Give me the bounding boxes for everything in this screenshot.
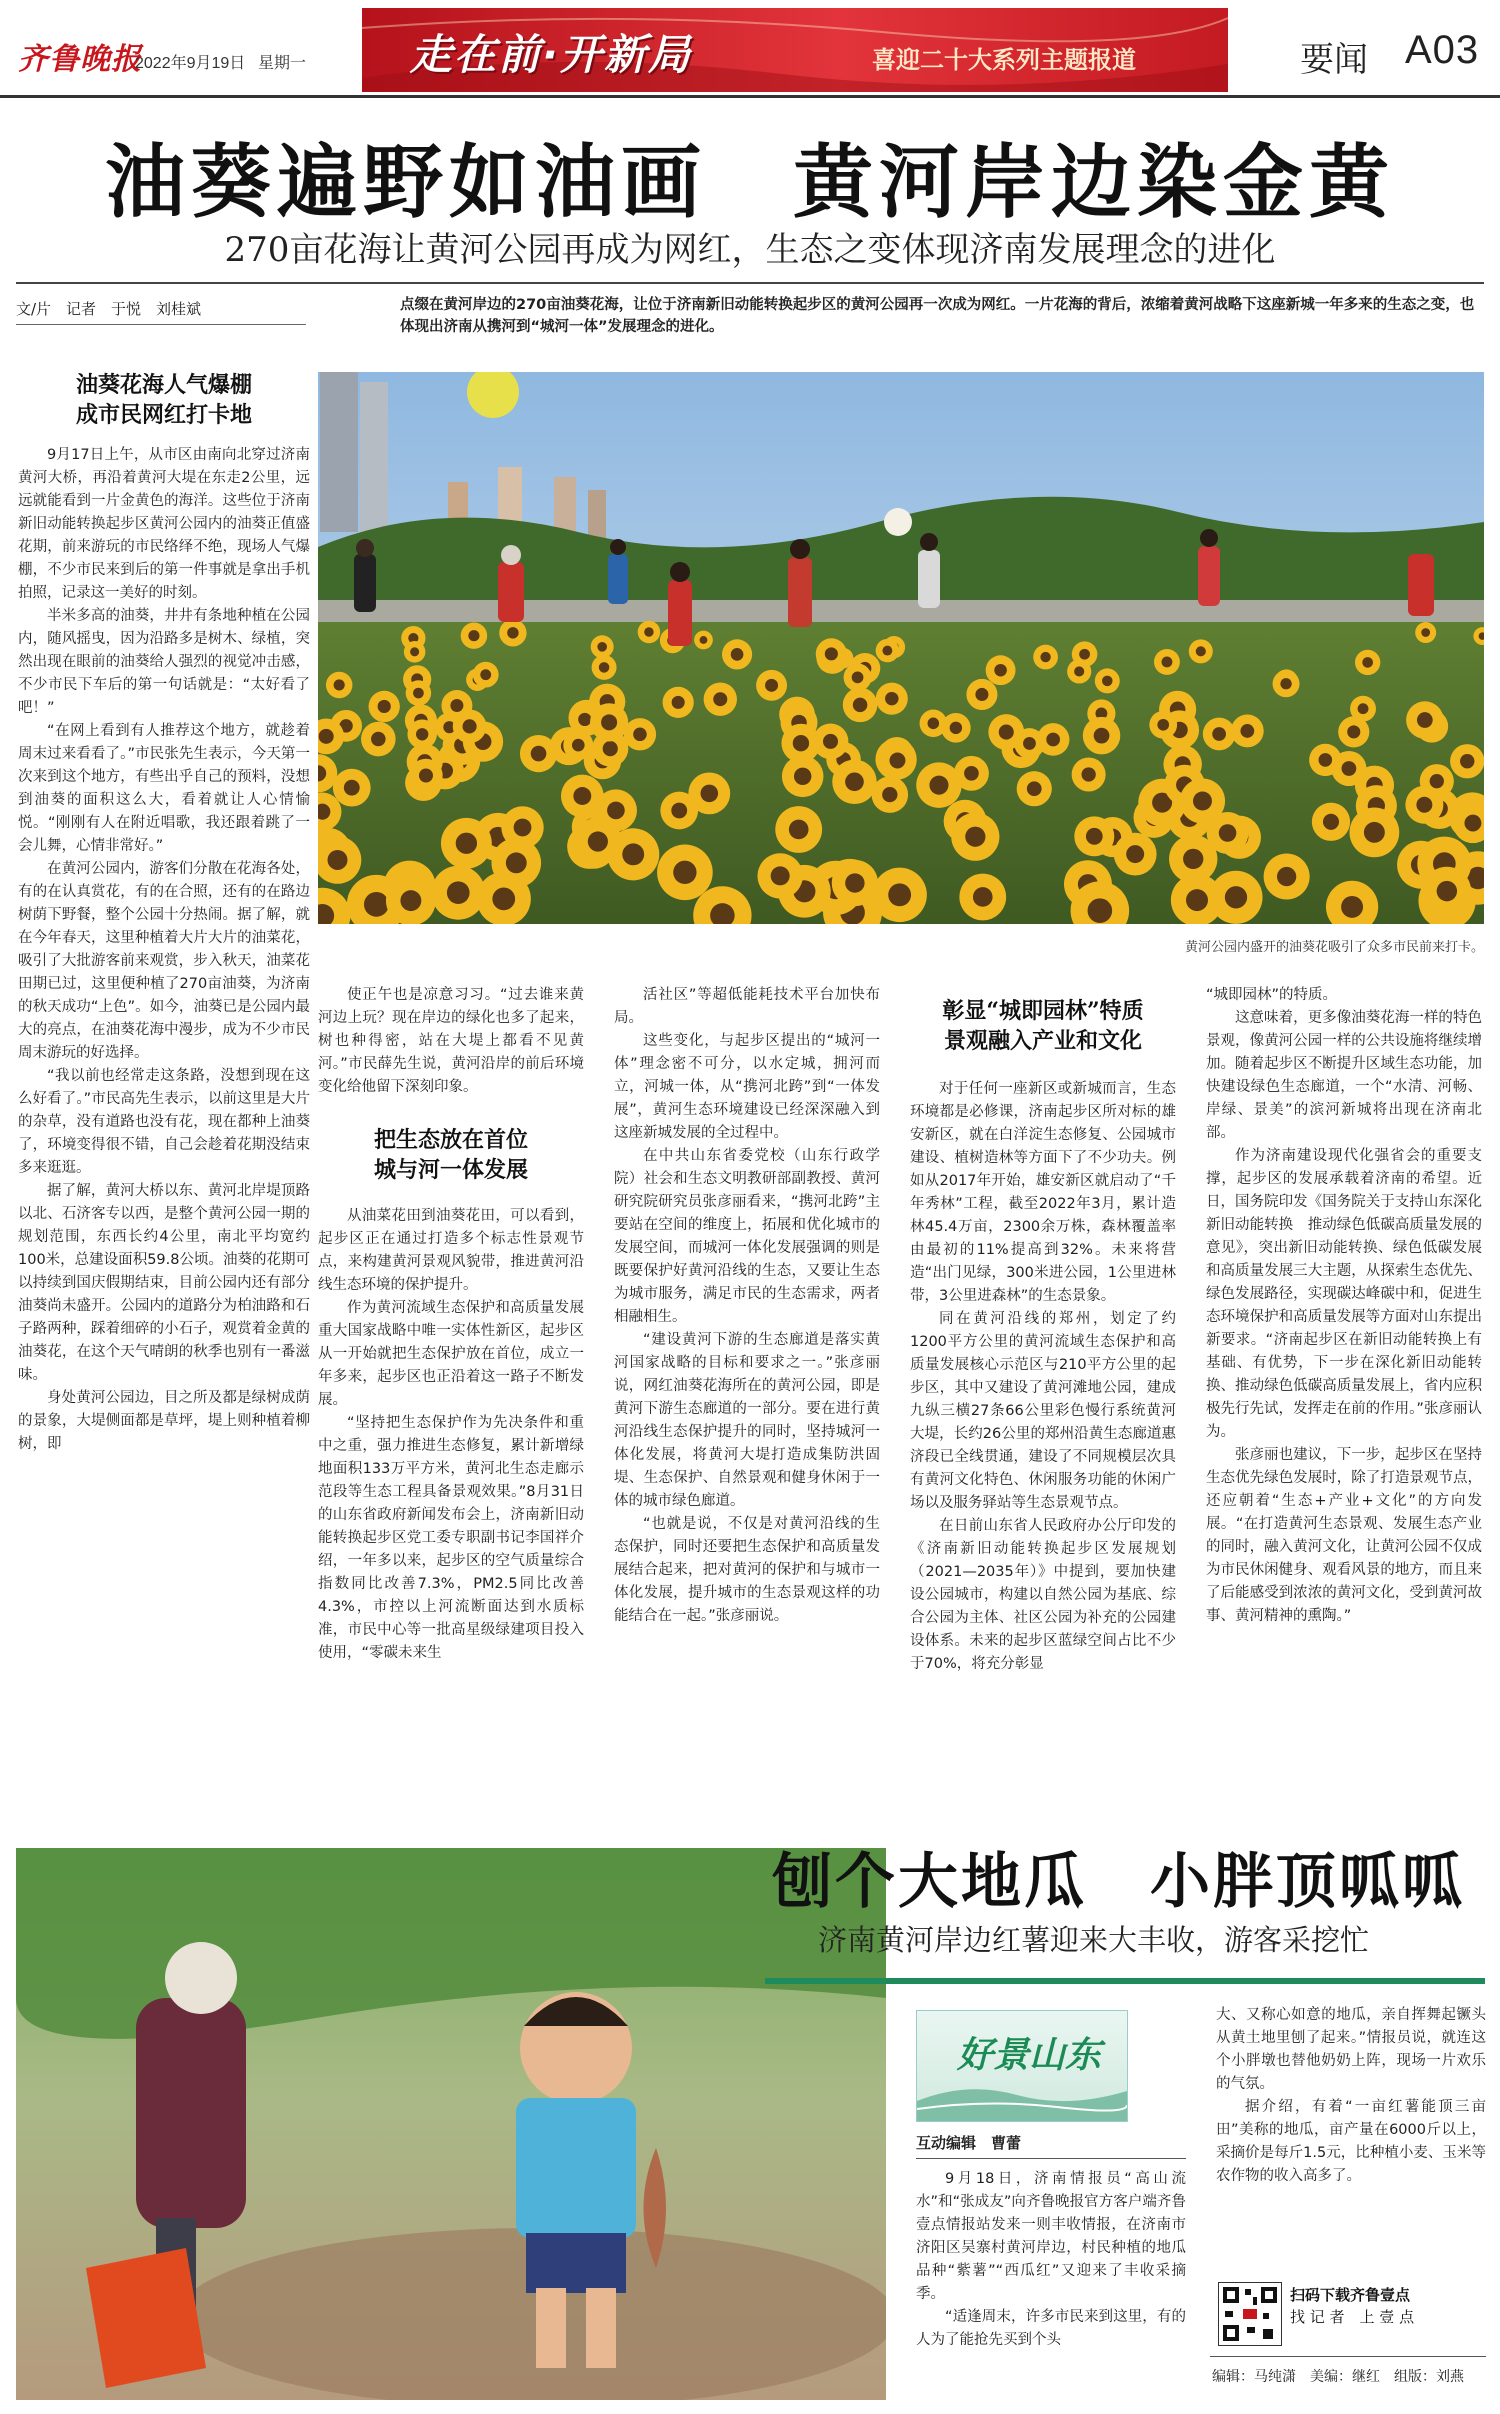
- sunflower-center: [671, 803, 687, 819]
- sunflower-center: [964, 766, 979, 781]
- sunflower-center: [400, 890, 421, 911]
- sunflower-center: [1421, 628, 1430, 637]
- sunflower-center: [994, 664, 1007, 677]
- issue-weekday: 星期一: [258, 55, 307, 72]
- sunflower-center: [1341, 896, 1363, 918]
- sunflower-center: [378, 700, 391, 713]
- article-column-7: [1216, 2004, 1486, 2274]
- paragraph: 半米多高的油葵，井井有条地种植在公园内，随风摇曳，因为沿路多是树木、绿植，突然出现在眼前的油葵给人强烈的视觉冲击感，不少市民下车后的第一句话就是：“太好看了吧！”: [18, 608, 310, 716]
- sunflower-center: [1079, 649, 1090, 660]
- byline: 文/片 记者 于悦 刘桂斌: [16, 300, 202, 318]
- sunflower-center: [845, 873, 864, 892]
- sunflower-center: [825, 647, 838, 660]
- sunflower-center: [633, 727, 647, 741]
- sunflower-center: [852, 672, 864, 684]
- sunflower-center: [885, 692, 898, 705]
- sunflower-center: [845, 772, 864, 791]
- sunflower-center: [416, 728, 428, 740]
- sunflower-center: [1094, 728, 1110, 744]
- sunflower-center: [1074, 666, 1084, 676]
- sunflower-center: [597, 642, 607, 652]
- sunflower-center: [1046, 733, 1060, 747]
- masthead: [0, 0, 1500, 92]
- paragraph: 这意味着，更多像油葵花海一样的特色景观，像黄河公园一样的公共设施将继续增加。随着起步区不断提升区域生态功能，加快建设绿色生态廊道，一个“水清、河畅、岸绿、景美”的滨河新城将出现在济南北部。: [1206, 1010, 1482, 1141]
- sunflower-center: [599, 662, 609, 672]
- sunflower-center: [823, 734, 838, 749]
- sunflower-center: [1157, 719, 1169, 731]
- paragraph: 9月17日上午，从市区由南向北穿过济南黄河大桥，再沿着黄河大堤在东走2公里，远远就能看到一片金黄色的海洋。这些位于济南新旧动能转换起步区黄河公园内的油葵正值盛花期，前来游玩的市民络绎不绝，现场人气爆棚，不少市民来到后的第一件事就是拿出手机拍照，记录这一美好的时刻。: [18, 447, 310, 601]
- sunflower-center: [701, 785, 719, 803]
- paragraph: “在网上看到有人推荐这个地方，就趁着周末过来看看了。”市民张先生表示，今天第一次来到这个地方，有些出乎自己的预料，没想到油葵的面积这么大，看着就让人心情愉悦。“刚刚有人在附近唱歌，我还跟着跳了一会儿舞，心情非常好。”: [18, 723, 310, 854]
- paragraph: “城即园林”的特质。: [1206, 987, 1338, 1003]
- sunflower-center: [731, 648, 744, 661]
- paragraph: 9月18日，济南情报员“高山流水”和“张成友”向齐鲁晚报官方客户端齐鲁壹点情报站发来一则丰收情报，在济南市济阳区吴寨村黄河岸边，村民种植的地瓜品种“紫薯”“西瓜红”又迎来了丰收采摘季。: [916, 2171, 1186, 2302]
- sunflower-center: [882, 787, 897, 802]
- sunflower-center: [950, 722, 962, 734]
- sweet-potato-harvest-photo: [16, 1848, 886, 2400]
- sunflower-center: [572, 739, 585, 752]
- sunflower-center: [514, 819, 532, 837]
- second-subheadline: 济南黄河岸边红薯迎来大丰收，游客采挖忙: [818, 1923, 1370, 1957]
- paragraph: 使正午也是凉意习习。“过去谁来黄河边上玩？现在岸边的绿化也多了起来，树也种得密，站在大堤上都看不见黄河。”市民薛先生说，黄河沿岸的前后环境变化给他留下深刻印象。: [318, 987, 584, 1095]
- lead-paragraph: 点缀在黄河岸边的270亩油葵花海，让位于济南新旧动能转换起步区的黄河公园再一次成为网红。一片花海的背后，浓缩着黄河战略下这座新城一年多来的生态之变，也体现出济南从携河到“城河一体”发展理念的进化。: [400, 297, 1475, 335]
- sunflower-center: [1027, 781, 1042, 796]
- page-credits: 编辑：马纯潇 美编：继红 组版：刘燕: [1212, 2369, 1464, 2385]
- sunflower-center: [344, 780, 360, 796]
- paragraph: 这些变化，与起步区提出的“城河一体”理念密不可分，以水定城，拥河而立，河城一体，从“携河北跨”到“一体发展”，黄河生态环境建设已经深深融入到这座新城发展的全过程中。: [614, 1033, 880, 1141]
- sunflower-center: [1023, 737, 1036, 750]
- paragraph: 据了解，黄河大桥以东、黄河北岸堤顶路以北、石济客专以西，是整个黄河公园一期的规划范围，东西长约4公里，南北平均宽约100米，总建设面积59.8公顷。油葵的花期可以持续到国庆假期结束，目前公园内还有部分油葵尚未盛开。公园内的道路分为柏油路和石子路两种，踩着细碎的小石子，观赏着金黄的油葵花，在这个天气晴朗的秋季也别有一番滋味。: [18, 1183, 310, 1383]
- qr-caption: [1290, 2284, 1490, 2328]
- sunflower-center: [882, 646, 892, 656]
- section-subtitle-3: 彰显“城即园林”特质 景观融入产业和文化: [942, 998, 1144, 1054]
- sunflower-center: [1212, 727, 1226, 741]
- sunflower-center: [1280, 678, 1291, 689]
- sunflower-center: [573, 787, 591, 805]
- sunflower-center: [1358, 703, 1369, 714]
- paragraph: 作为济南建设现代化强省会的重要支撑，起步区的发展承载着济南的希望。近日，国务院印发《国务院关于支持山东深化新旧动能转换 推动绿色低碳高质量发展的意见》，突出新旧动能转换、绿色低碳发展和高质量发展三大主题，从探索生态优先、绿色发展路径，实现碳达峰碳中和，促进生态环境保护和高质量发展等方面对山东提出新要求。“济南起步区在新旧动能转换上有基础、有优势，下一步在深化新旧动能转换、推动绿色低碳高质量发展上，省内应积极先行先试，发挥走在前的作用。”张彦丽认为。: [1206, 1148, 1482, 1440]
- paragraph: 同在黄河沿线的郑州，划定了约1200平方公里的黄河流域生态保护和高质量发展核心示范区与210平方公里的起步区，其中又建设了黄河滩地公园，建成九纵三横27条66公里彩色慢行系统黄河大堤，长约26公里的郑州沿黄生态廊道惠济段已全线贯通，建设了不同规模层次具有黄河文化特色、休闲服务功能的休闲广场以及服务驿站等生态景观节点。: [910, 1311, 1176, 1511]
- sunflower-center: [328, 850, 348, 870]
- sunflower-center: [1186, 889, 1208, 911]
- sunflower-center: [1464, 815, 1481, 832]
- sunflower-center: [1342, 761, 1357, 776]
- paragraph: 对于任何一座新区或新城而言，生态环境都是必修课，济南起步区所对标的雄安新区，就在白洋淀生态修复、公园城市建设、植树造林等方面下了不少功夫。例如从2017年开始，雄安新区就启动了“千年秀林”工程，截至2022年3月，累计造林45.4万亩，2300余万株，森林覆盖率由最初的11%提高到32%。未来将营造“出门见绿，300米进公园，1公里进林带，3公里进森林”的生态景象。: [910, 1081, 1176, 1304]
- paragraph: 作为黄河流域生态保护和高质量发展重大国家战略中唯一实体性新区，起步区从一开始就把生态保护放在首位，成立一年多来，起步区也正沿着这一路子不断发展。: [318, 1300, 584, 1408]
- sunflower-center: [975, 688, 988, 701]
- paragraph: 在日前山东省人民政府办公厅印发的《济南新旧动能转换起步区发展规划（2021—2035年）》中提到，要加快建设公园城市，构建以自然公园为基底、综合公园为主体、社区公园为补充的公园建设体系。未来的起步区蓝绿空间占比不少于70%，将充分彰显: [910, 1518, 1176, 1672]
- paragraph: “也就是说，不仅是对黄河沿线的生态保护，同时还要把生态保护和高质量发展结合起来，把对黄河的保护和与城市一体化发展，提升城市的生态景观这样的功能结合在一起。”张彦丽说。: [614, 1516, 880, 1624]
- qr-code-icon: [1219, 2283, 1281, 2345]
- sunflower-center: [506, 852, 527, 873]
- main-subheadline: 270亩花海让黄河公园再成为网红，生态之变体现济南发展理念的进化: [224, 230, 1276, 270]
- sunflower-center: [644, 627, 653, 636]
- sunflower-center: [1362, 657, 1373, 668]
- second-headline: 刨个大地瓜 小胖顶呱呱: [772, 1847, 1465, 1917]
- harvest-scene-illustration: [16, 1848, 886, 2400]
- sunflower-center: [1086, 828, 1103, 845]
- sunflower-center: [853, 698, 868, 713]
- sunflower-center: [1240, 724, 1254, 738]
- sunflower-center: [1040, 652, 1050, 662]
- sunflower-center: [789, 820, 809, 840]
- sunflower-center: [999, 725, 1014, 740]
- footer-divider: [1210, 2356, 1486, 2357]
- sunflower-center: [450, 699, 463, 712]
- sunflower-center: [965, 827, 985, 847]
- column-logo: 好景山东: [957, 2034, 1102, 2076]
- sunflower-center: [1162, 657, 1173, 668]
- sunflower-center: [1081, 767, 1095, 781]
- article-column-1: [18, 444, 310, 1828]
- sunflower-center: [480, 669, 491, 680]
- sunflower-center: [889, 753, 905, 769]
- sunflower-center: [456, 833, 477, 854]
- sunflower-center: [929, 776, 948, 795]
- sunflower-center: [578, 713, 591, 726]
- sunflower-center: [1102, 676, 1112, 686]
- sunflower-center: [888, 883, 911, 906]
- sunflower-center: [1460, 754, 1474, 768]
- sunflower-center: [672, 696, 685, 709]
- paragraph: “我以前也经常走这条路，没想到现在这么好看了。”市民高先生表示，以前这里是大片的杂草，没有道路也没有花，现在都种上油葵了，环境变得很不错，自己会趁着花期没结束多来逛逛。: [18, 1068, 310, 1176]
- paragraph: 在中共山东省委党校（山东行政学院）社会和生态文明教研部副教授、黄河研究院研究员张彦丽看来，“携河北跨”主要站在空间的维度上，拓展和优化城市的发展空间，而城河一体化发展强调的则是既要保护好黄河沿线的生态，又要让生态为城市服务，满足市民的生态需求，两者相融相生。: [614, 1148, 880, 1325]
- sunflower-center: [793, 735, 809, 751]
- sunflower-center: [371, 732, 386, 747]
- sunflower-center: [601, 714, 617, 730]
- paragraph: 活社区”等超低能耗技术平台加快布局。: [614, 987, 880, 1026]
- sunflower-scene-illustration: [318, 372, 1484, 924]
- sunflower-center: [588, 831, 608, 851]
- banner-subtitle: 喜迎二十大系列主题报道: [872, 46, 1136, 74]
- sunflower-center: [1437, 881, 1457, 901]
- paragraph: “适逢周末，许多市民来到这里，有的人为了能抢先买到个头: [916, 2309, 1186, 2348]
- byline-divider: [16, 324, 306, 325]
- qr-caption-line2: 找 记 者 上 壹 点: [1290, 2308, 1415, 2326]
- sunflower-center: [1219, 824, 1237, 842]
- sunflower-center: [468, 630, 479, 641]
- sunflower-center: [973, 887, 993, 907]
- article-column-2: [318, 984, 584, 1828]
- sunflower-field-photo: [318, 372, 1484, 924]
- sunflower-center: [507, 627, 518, 638]
- paragraph: “建设黄河下游的生态廊道是落实黄河国家战略的目标和要求之一。”张彦丽说，网红油葵花海所在的黄河公园，即是黄河下游生态廊道的一部分。要在进行黄河沿线生态保护提升的同时，坚持城河一体化发展，将黄河大堤打造成集防洪固堤、生态保护、自然景观和健身休闲于一体的城市绿色廊道。: [614, 1332, 880, 1509]
- sunflower-center: [1323, 814, 1339, 830]
- article-column-4: [910, 1078, 1176, 1828]
- sunflower-center: [447, 881, 470, 904]
- sunflower-center: [1319, 753, 1333, 767]
- sunflower-center: [531, 746, 547, 762]
- qr-code[interactable]: [1218, 2282, 1282, 2346]
- sunflower-center: [622, 843, 644, 865]
- sunflower-center: [607, 802, 625, 820]
- section-name: 要闻: [1300, 40, 1368, 80]
- paragraph: 张彦丽也建议，下一步，起步区在坚持生态优先绿色发展时，除了打造景观节点，还应朝着“生态+产业+文化”的方向发展。“在打造黄河生态景观、发展生态产业的同时，融入黄河文化，让黄河公园不仅成为市民休闲健身、观看风景的地方，而且来了后能感受到浓浓的黄河文化，受到黄河故事、黄河精神的熏陶。”: [1206, 1447, 1482, 1624]
- sunflower-center: [1183, 849, 1203, 869]
- section-subtitle-1: 油葵花海人气爆棚 成市民网红打卡地: [75, 372, 252, 428]
- paragraph: 据介绍，有着“一亩红薯能顶三亩田”美称的地瓜，亩产量在6000斤以上，采摘价是每斤1.5元，比种植小麦、玉米等农作物的收入高多了。: [1216, 2099, 1486, 2184]
- qr-caption-line1: 扫码下载齐鲁壹点: [1290, 2286, 1411, 2304]
- sunflower-center: [1196, 646, 1206, 656]
- sunflower-center: [492, 887, 515, 910]
- sunflower-center: [1225, 886, 1247, 908]
- sunflower-center: [1347, 725, 1360, 738]
- headline-divider: [16, 282, 1484, 284]
- sunflower-center: [1277, 867, 1296, 886]
- interactive-editor: 互动编辑 曹蕾: [916, 2134, 1022, 2152]
- main-headline: 油葵遍野如油画 黄河岸边染金黄: [105, 135, 1395, 229]
- sunflower-center: [319, 729, 334, 744]
- sunflower-center: [771, 866, 790, 885]
- sunflower-center: [1193, 792, 1212, 811]
- editor-divider: [916, 2158, 1186, 2159]
- newspaper-brand: 齐鲁晚报: [18, 42, 142, 77]
- green-divider: [765, 1978, 1485, 1984]
- paragraph: 身处黄河公园边，目之所及都是绿树成荫的景象，大堤侧面都是草坪，堤上则种植着柳树，即: [18, 1390, 310, 1452]
- sunflower-center: [928, 718, 940, 730]
- paragraph: “坚持把生态保护作为先决条件和重中之重，强力推进生态修复，累计新增绿地面积133万平方米，黄河北生态走廊示范段等生态工程具备景观效果。”8月31日的山东省政府新闻发布会上，济南新旧动能转换起步区党工委专职副书记李国祥介绍，一年多以来，起步区的空气质量综合指数同比改善7.3%，PM2.5同比改善4.3%，市控以上河流断面达到水质标准，市民中心等一批高星级绿建项目投入使用，“零碳未来生: [318, 1415, 584, 1661]
- sunflower-center: [673, 861, 696, 884]
- sunflower-center: [1126, 845, 1144, 863]
- sunflower-center: [1430, 774, 1444, 788]
- masthead-divider: [0, 95, 1500, 98]
- sunflower-center: [419, 768, 433, 782]
- paragraph: 从油菜花田到油葵花田，可以看到，起步区正在通过打造多个标志性景观节点，来构建黄河景观风貌带，推进黄河沿线生态环境的保护提升。: [318, 1208, 584, 1293]
- sunflower-center: [463, 719, 477, 733]
- sunflower-center: [700, 636, 708, 644]
- sunflower-center: [1364, 822, 1385, 843]
- page-number: A03: [1405, 28, 1480, 72]
- article-column-3: [614, 984, 880, 1828]
- sunflower-center: [1417, 712, 1433, 728]
- article-column-5: [1206, 984, 1482, 1828]
- sunflower-center: [413, 688, 424, 699]
- photo-caption: 黄河公园内盛开的油葵花吸引了众多市民前来打卡。: [1184, 940, 1484, 955]
- sunflower-center: [1088, 898, 1113, 923]
- sunflower-center: [410, 647, 419, 656]
- section-subtitle-2: 把生态放在首位 城与河一体发展: [373, 1127, 528, 1183]
- sunflower-center: [794, 768, 811, 785]
- lake-scene-icon: [917, 2071, 1127, 2121]
- theme-banner: [362, 8, 1228, 92]
- issue-date: 2022年9月19日: [135, 55, 246, 72]
- paragraph: 在黄河公园内，游客们分散在花海各处，有的在认真赏花，有的在合照，还有的在路边树荫下野餐，整个公园十分热闹。据了解，就在今年春天，这里种植着大片大片的油菜花，吸引了大批游客前来观赏，步入秋天，油菜花田期已过，这里便种植了270亩油葵，为济南的秋天成功“上色”。如今，油葵已是公园内最大的亮点，在油葵花海中漫步，成为不少市民周末游玩的好选择。: [18, 861, 310, 1061]
- sunflower-center: [603, 741, 618, 756]
- column-logo-box: [916, 2010, 1128, 2122]
- banner-main-title: 走在前·开新局: [410, 30, 692, 79]
- sunflower-center: [364, 892, 389, 917]
- paragraph: 大、又称心如意的地瓜，亲自挥舞起镢头从黄土地里刨了起来。”情报员说，就连这个小胖墩也替他奶奶上阵，现场一片欢乐的气氛。: [1216, 2007, 1486, 2092]
- sunflower-center: [765, 679, 778, 692]
- article-column-6: [916, 2168, 1186, 2404]
- sunflower-center: [713, 692, 727, 706]
- sunflower-center: [334, 679, 345, 690]
- sunflower-center: [1416, 797, 1432, 813]
